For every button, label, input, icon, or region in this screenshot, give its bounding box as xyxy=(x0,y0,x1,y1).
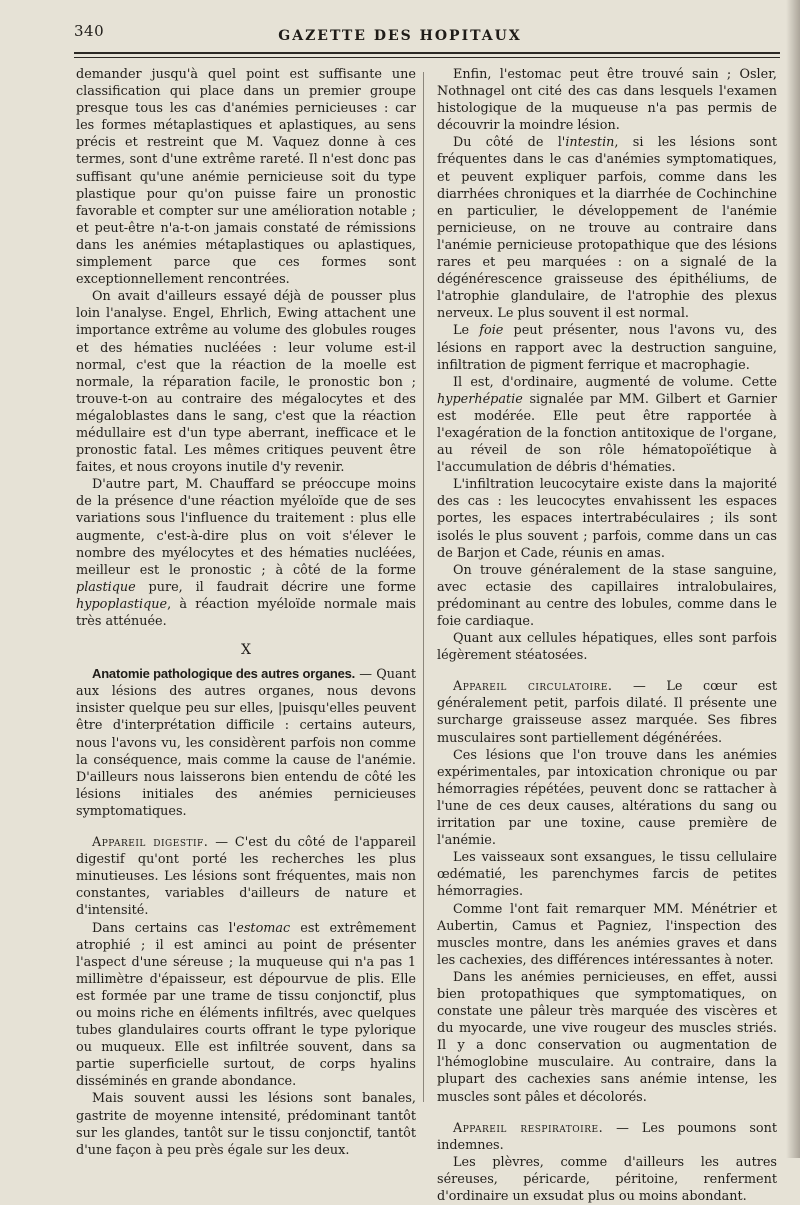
paragraph xyxy=(76,920,416,1091)
paragraph xyxy=(76,834,416,919)
subsection-heading: Appareil digestif. xyxy=(92,835,209,851)
paragraph: demander jusqu'à quel point est suffisante une classification qui place dans un premier groupe presque tous les cas d'anémies pernicieuses : car les formes métaplastiques et aplastiques, au sens précis et restreint que M. Vaquez donne à ces termes, sont d'une extrême rareté. Il n'est donc pas suffisant qu'une anémie pernicieuse soit du type plastique pour qu'on puisse faire un pronostic favorable et compter sur une amélioration notable ; et peut-être n'a-t-on jamais constaté de rémissions dans les anémies métaplastiques ou aplastiques, simplement parce que ces formes sont exceptionnellement rencontrées. xyxy=(76,67,416,288)
paragraph xyxy=(437,678,777,746)
text-run: — C'est du côté de l'appareil digestif qu'ont porté les recherches les plus minutieuses. Les lésions sont fréquentes, mais non constantes, variables d'ailleurs de nature et d'intensité. xyxy=(76,835,416,919)
paragraph: Ces lésions que l'on trouve dans les anémies expérimentales, par intoxication chronique ou par hémorragies répétées, peuvent donc se rattacher à l'une de ces deux causes, altérations du sang ou irritation par une toxine, cause première de l'anémie. xyxy=(437,747,777,849)
paragraph xyxy=(437,374,777,477)
page-edge-shadow xyxy=(786,0,800,1158)
column-divider xyxy=(423,72,424,1102)
subsection-heading: Appareil circulatoire. xyxy=(453,679,613,695)
text-run: , si les lésions sont fréquentes dans le cas d'anémies symptomatiques, et peuvent expliquer parfois, comme dans les diarrhées chroniques et la diarrhée de Cochinchine en particulier, le développement de l'anémie pernicieuse, on ne trouve au contraire dans l'anémie pernicieuse protopathique que des lésions rares et peu marquées : on a signalé de la dégénérescence graisseuse des épithéliums, de l'atrophie glandulaire, de l'atrophie des plexus nerveux. Le plus souvent il est normal. xyxy=(437,135,777,322)
italic-term: foie xyxy=(479,323,504,339)
paragraph: Quant aux cellules hépatiques, elles sont parfois légèrement stéatosées. xyxy=(437,631,777,664)
section-title: Anatomie pathologique des autres organes. xyxy=(92,666,356,682)
italic-term: hyperhépatie xyxy=(437,391,523,407)
paragraph: L'infiltration leucocytaire existe dans la majorité des cas : les leucocytes envahissent les espaces portes, les espaces intertrabéculaires ; ils sont isolés le plus souvent ; parfois, comme dans un cas de Barjon et Cade, réunis en amas. xyxy=(437,477,777,561)
text-run: — Quant aux lésions des autres organes, nous devons insister quelque peu sur elles, |puisqu'elles peuvent être d'interprétation difficile : certains auteurs, nous l'avons vu, les considèrent parfois non comme la conséquence, mais comme la cause de l'anémie. D'ailleurs nous laisserons bien entendu de côté les lésions initiales des anémies pernicieuses symptomatiques. xyxy=(76,667,416,819)
paragraph: On trouve généralement de la stase sanguine, avec ectasie des capillaires intralobulaires, prédominant au centre des lobules, comme dans le foie cardiaque. xyxy=(437,562,777,629)
paragraph: Enfin, l'estomac peut être trouvé sain ; Osler, Nothnagel ont cité des cas dans lesquels l'examen histologique de la muqueuse n'a pas permis de découvrir la moindre lésion. xyxy=(437,67,777,134)
left-column xyxy=(76,66,416,1159)
text-run: — Les poumons sont indemnes. xyxy=(437,1120,777,1153)
header-rule-thick xyxy=(74,52,780,54)
text-run: pure, il faudrait décrire une forme xyxy=(135,579,416,595)
italic-term: intestin xyxy=(565,135,615,151)
text-run: est extrêmement atrophié ; il est aminci au point de présenter l'aspect d'une séreuse ; la muqueuse qui n'a pas 1 millimètre d'épaisseur, est dépourvue de plis. Elle est formée par une trame de tissu conjonctif, plus ou moins riche en éléments infiltrés, avec quelques tubes glandulaires courts offrant le type pylorique ou muqueux. Elle est infiltrée souvent, dans sa partie superficielle surtout, de corps hyalins disséminés en grande abondance. xyxy=(76,920,416,1090)
paragraph xyxy=(437,322,777,373)
text-run: Il est, d'ordinaire, augmenté de volume. Cette xyxy=(453,374,777,390)
right-column xyxy=(437,66,777,1205)
text-run: — Le cœur est généralement petit, parfois dilaté. Il présente une surcharge graisseuse assez marquée. Ses fibres musculaires sont partiellement dégénérées. xyxy=(437,679,777,746)
text-run: , à réaction myéloïde normale mais très atténuée. xyxy=(76,596,416,629)
paragraph: Comme l'ont fait remarquer MM. Ménétrier et Aubertin, Camus et Pagniez, l'inspection des muscles montre, dans les anémies graves et dans les cachexies, des différences intéressantes à noter. xyxy=(437,901,777,968)
paragraph: Mais souvent aussi les lésions sont banales, gastrite de moyenne intensité, prédominant tantôt sur les glandes, tantôt sur le tissu conjonctif, tantôt d'une façon à peu près égale sur les deux. xyxy=(76,1091,416,1158)
paragraph: On avait d'ailleurs essayé déjà de pousser plus loin l'analyse. Engel, Ehrlich, Ewing attachent une importance extrême au volume des globules rouges et des hématies nucléées : leur volume est-il normal, c'est que la réaction de la moelle est normale, la réparation facile, le pronostic bon ; trouve-t-on au contraire des mégalocytes et des mégaloblastes dans le sang, c'est que la réaction médullaire est d'un type aberrant, inefficace et le pronostic fatal. Les mêmes critiques peuvent être faites, et nous croyons inutile d'y revenir. xyxy=(76,289,416,476)
paragraph xyxy=(76,476,416,630)
paragraph xyxy=(437,1120,777,1154)
text-run: D'autre part, M. Chauffard se préoccupe moins de la présence d'une réaction myéloïde que de ses variations sous l'influence du traitement : plus elle augmente, c'est-à-dire plus on voit s'élever le nombre des myélocytes et des hématies nucléées, meilleur est le pronostic ; à côté de la forme xyxy=(76,477,416,578)
text-run: Le xyxy=(453,323,480,339)
subsection-heading: Appareil respiratoire. xyxy=(453,1120,604,1136)
text-run: Dans certains cas l' xyxy=(92,920,237,936)
paragraph: Dans les anémies pernicieuses, en effet, aussi bien protopathiques que symptomatiques, on constate une pâleur très marquée des viscères et du myocarde, une vive rougeur des muscles striés. Il y a donc conservation ou augmentation de l'hémoglobine musculaire. Au contraire, dans la plupart des cachexies sans anémie intense, les muscles sont pâles et décolorés. xyxy=(437,969,777,1105)
text-run: signalée par MM. Gilbert et Garnier est modérée. Elle peut être rapportée à l'exagération de la fonction antitoxique de l'organe, au réveil de son rôle hématopoïétique à l'accumulation de débris d'hématies. xyxy=(437,391,777,476)
section-number: X xyxy=(241,642,251,659)
page-number: 340 xyxy=(74,22,105,40)
italic-term: hypoplastique xyxy=(76,596,168,612)
text-run: Du côté de l' xyxy=(453,135,566,151)
italic-term: estomac xyxy=(236,920,291,936)
running-head-title: GAZETTE DES HOPITAUX xyxy=(278,28,522,44)
paragraph: Les vaisseaux sont exsangues, le tissu cellulaire œdématié, les parenchymes farcis de petites hémorragies. xyxy=(437,850,777,900)
paragraph xyxy=(76,665,416,820)
paragraph xyxy=(437,134,777,322)
italic-term: plastique xyxy=(76,579,136,595)
paragraph: Les plèvres, comme d'ailleurs les autres séreuses, péricarde, péritoine, renferment d'ordinaire un exsudat plus ou moins abondant. xyxy=(437,1154,777,1204)
text-run: peut présenter, nous l'avons vu, des lésions en rapport avec la destruction sanguine, infiltration de pigment ferrique et macrophagie. xyxy=(437,323,777,373)
header-rule-thin xyxy=(74,57,780,58)
